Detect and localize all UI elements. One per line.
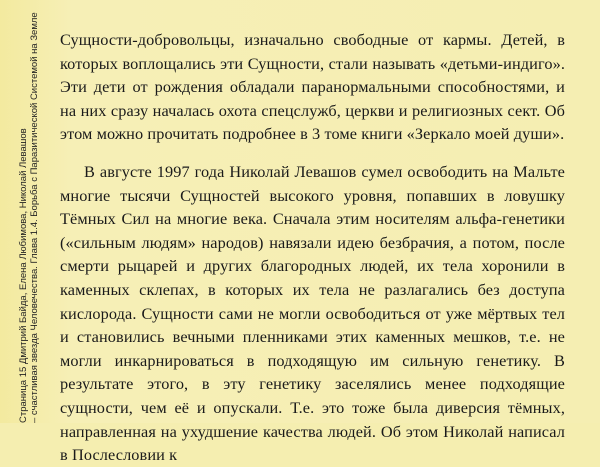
- page-margin-header: [0, 0, 40, 423]
- running-header-line-2: – счастливая звезда Человечества. Глава 1.4. Борьба с Паразитической Системой на Земле: [29, 12, 40, 423]
- running-header-line-1: Страница 15 Дмитрий Байда, Елена Любимова, Николай Левашов: [18, 128, 29, 423]
- paragraph-2: В августе 1997 года Николай Левашов сумел освободить на Мальте многие тысячи Сущностей высокого уровня, попавших в ловушку Тёмных Сил на многие века. Сначала этим носителям альфа-генетики («сильным людям» народов) навязали идею безбрачия, а потом, после смерти рыцарей и других благородных людей, их тела хоронили в каменных склепах, в которых их тела не разлагались без доступа кислорода. Сущности сами не могли освободиться от уже мёртвых тел и становились вечными пленниками этих каменных мешков, т.е. не могли инкарнироваться в подходящую им сильную генетику. В результате этого, в эту генетику заселялись менее подходящие сущности, чем её и опускали. Т.е. это тоже была диверсия тёмных, направленная на ухудшение качества людей. Об этом Николай написал в Послесловии к: [60, 161, 565, 465]
- body-text: [60, 28, 565, 467]
- running-header: [18, 12, 40, 423]
- paragraph-1: Сущности-добровольцы, изначально свободные от кармы. Детей, в которых воплощались эти Сущности, стали называть «детьми-индиго». Эти дети от рождения обладали паранормальными способностями, и на них сразу началась охота спецслужб, церкви и религиозных сект. Об этом можно прочитать подробнее в 3 томе книги «Зеркало моей души».: [60, 30, 565, 144]
